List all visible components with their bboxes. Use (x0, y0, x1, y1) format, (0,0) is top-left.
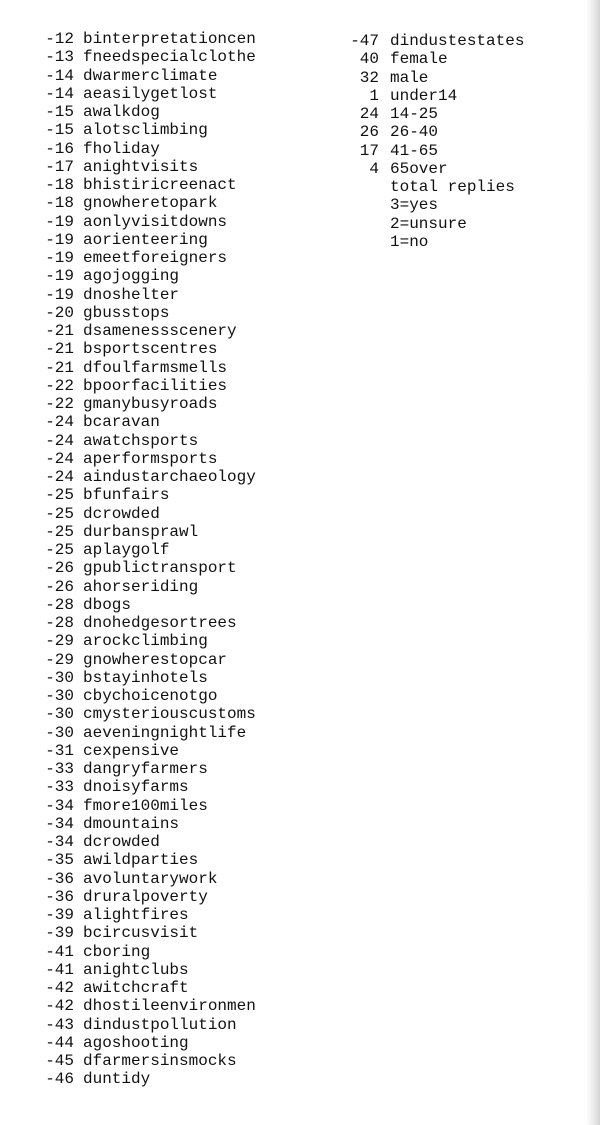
item-label: fmore100miles (83, 796, 208, 815)
list-item (38, 778, 338, 796)
summary-item (343, 105, 583, 123)
list-item (38, 322, 338, 340)
list-item (38, 833, 338, 851)
item-label: 3=yes (390, 196, 439, 215)
item-label: awalkdog (83, 103, 160, 121)
item-value: 1 (369, 86, 379, 105)
list-item (38, 924, 338, 942)
item-value: -22 (45, 376, 74, 395)
item-value: -30 (45, 687, 74, 705)
summary-item (343, 123, 583, 141)
list-item (38, 505, 338, 523)
item-label: dnoshelter (83, 285, 180, 304)
item-label: agoshooting (83, 1033, 189, 1052)
item-value: -16 (45, 139, 74, 158)
item-label: duntidy (83, 1070, 151, 1089)
summary-item (343, 196, 583, 214)
item-label: dmountains (83, 814, 180, 833)
list-item (38, 176, 338, 194)
item-value: -18 (45, 194, 74, 213)
list-item (38, 687, 338, 705)
item-label: bpoorfacilities (83, 376, 228, 395)
list-item (38, 559, 338, 577)
item-value: -24 (45, 449, 74, 468)
item-label: anightclubs (83, 960, 189, 979)
item-label: agojogging (83, 267, 180, 286)
list-item (38, 651, 338, 669)
item-value: -13 (45, 48, 74, 67)
list-item (38, 48, 338, 66)
item-value: -15 (45, 103, 74, 121)
item-label: dcrowded (83, 833, 160, 851)
item-value: -43 (45, 1015, 74, 1034)
list-item (38, 724, 338, 742)
item-value: -33 (45, 778, 74, 797)
list-item (38, 705, 338, 723)
list-item (38, 85, 338, 103)
left-score-list (38, 30, 338, 1089)
list-item (38, 140, 338, 158)
summary-item (343, 233, 583, 251)
item-value: -24 (45, 413, 74, 432)
item-label: arockclimbing (83, 632, 208, 651)
item-value: 40 (359, 50, 379, 69)
item-label: 65over (390, 159, 448, 178)
item-label: gmanybusyroads (83, 395, 218, 413)
list-item (38, 906, 338, 924)
item-label: bhistiricreenact (83, 176, 237, 194)
item-label: ahorseriding (83, 577, 199, 596)
item-value: -30 (45, 668, 74, 687)
item-label: gpublictransport (83, 559, 237, 578)
list-item (38, 760, 338, 778)
item-value: -14 (45, 66, 74, 85)
page-edge-shadow (586, 0, 600, 1125)
list-item (38, 1034, 338, 1052)
item-value: -21 (45, 358, 74, 377)
item-value: -46 (45, 1070, 74, 1089)
item-value: -17 (45, 157, 74, 176)
item-label: dangryfarmers (83, 760, 208, 778)
list-item (38, 468, 338, 486)
item-value: -47 (350, 32, 379, 50)
item-label: awildparties (83, 851, 199, 870)
item-value: -39 (45, 906, 74, 924)
list-item (38, 249, 338, 267)
summary-item (343, 32, 583, 50)
item-label: aorienteering (83, 230, 208, 249)
list-item (38, 1052, 338, 1070)
list-item (38, 121, 338, 139)
item-value: -21 (45, 340, 74, 359)
item-label: 14-25 (390, 105, 439, 123)
item-label: aeveningnightlife (83, 723, 247, 742)
item-label: alotsclimbing (83, 121, 208, 140)
item-value: 17 (359, 141, 379, 160)
list-item (38, 267, 338, 285)
list-item (38, 943, 338, 961)
item-label: cbychoicenotgo (83, 687, 218, 705)
list-item (38, 870, 338, 888)
list-item (38, 432, 338, 450)
item-label: emeetforeigners (83, 249, 228, 267)
list-item (38, 961, 338, 979)
item-value: -18 (45, 176, 74, 194)
summary-item (343, 142, 583, 160)
item-label: gbusstops (83, 303, 170, 322)
summary-item (343, 87, 583, 105)
item-value: -12 (45, 30, 74, 48)
item-value: -22 (45, 395, 74, 413)
item-value: -28 (45, 595, 74, 614)
item-label: cboring (83, 942, 151, 961)
item-value: -19 (45, 267, 74, 286)
item-label: 2=unsure (390, 214, 467, 233)
item-label: bsportscentres (83, 340, 218, 359)
item-value: -29 (45, 632, 74, 651)
item-label: avoluntarywork (83, 869, 218, 888)
list-item (38, 194, 338, 212)
item-value: -42 (45, 979, 74, 997)
item-label: fneedspecialclothe (83, 48, 256, 67)
list-item (38, 413, 338, 431)
item-label: bcaravan (83, 413, 160, 432)
item-label: 26-40 (390, 123, 439, 142)
item-label: aplaygolf (83, 541, 170, 559)
item-value: -25 (45, 486, 74, 505)
summary-item (343, 160, 583, 178)
item-value: -36 (45, 869, 74, 888)
item-label: dsamenessscenery (83, 322, 237, 340)
item-value: -41 (45, 942, 74, 961)
list-item (38, 377, 338, 395)
list-item (38, 578, 338, 596)
list-item (38, 304, 338, 322)
item-value: -26 (45, 577, 74, 596)
item-value: 4 (369, 159, 379, 178)
list-item (38, 1070, 338, 1088)
item-label: awatchsports (83, 431, 199, 450)
item-label: dwarmerclimate (83, 66, 218, 85)
list-item (38, 103, 338, 121)
item-value: -28 (45, 614, 74, 632)
item-label: druralpoverty (83, 887, 208, 906)
list-item (38, 213, 338, 231)
summary-item (343, 178, 583, 196)
item-label: gnowheretopark (83, 194, 218, 213)
item-label: bfunfairs (83, 486, 170, 505)
list-item (38, 340, 338, 358)
item-value: -41 (45, 960, 74, 979)
item-label: cexpensive (83, 741, 180, 760)
list-item (38, 486, 338, 504)
list-item (38, 851, 338, 869)
item-value: -35 (45, 851, 74, 870)
list-item (38, 395, 338, 413)
item-value: -33 (45, 760, 74, 778)
list-item (38, 541, 338, 559)
item-label: fholiday (83, 139, 160, 158)
summary-item (343, 69, 583, 87)
list-item (38, 523, 338, 541)
item-value: -34 (45, 814, 74, 833)
item-label: aeasilygetlost (83, 84, 218, 103)
item-value: -45 (45, 1052, 74, 1070)
item-label: total replies (390, 178, 515, 196)
item-value: 26 (359, 123, 379, 142)
item-value: -42 (45, 997, 74, 1016)
list-item (38, 231, 338, 249)
item-label: 41-65 (390, 141, 439, 160)
list-item (38, 997, 338, 1015)
item-label: dindustpollution (83, 1015, 237, 1034)
list-item (38, 979, 338, 997)
item-value: -20 (45, 303, 74, 322)
item-value: -34 (45, 796, 74, 815)
item-value: -29 (45, 650, 74, 669)
item-value: -30 (45, 723, 74, 742)
list-item (38, 30, 338, 48)
list-item (38, 742, 338, 760)
item-value: -14 (45, 84, 74, 103)
item-value: 32 (359, 68, 379, 87)
item-label: dfoulfarmsmells (83, 358, 228, 377)
item-label: awitchcraft (83, 979, 189, 997)
list-item (38, 67, 338, 85)
list-item (38, 669, 338, 687)
item-value: -19 (45, 249, 74, 267)
list-item (38, 632, 338, 650)
summary-item (343, 215, 583, 233)
item-value: -25 (45, 504, 74, 523)
right-summary-list (343, 32, 583, 251)
item-label: gnowherestopcar (83, 650, 228, 669)
item-label: alightfires (83, 906, 189, 924)
item-label: under14 (390, 86, 458, 105)
item-label: dfarmersinsmocks (83, 1052, 237, 1070)
list-item (38, 158, 338, 176)
list-item (38, 888, 338, 906)
item-value: -15 (45, 121, 74, 140)
list-item (38, 359, 338, 377)
item-value: -44 (45, 1033, 74, 1052)
item-label: bstayinhotels (83, 668, 208, 687)
item-value: -36 (45, 887, 74, 906)
summary-item (343, 50, 583, 68)
item-value: -24 (45, 468, 74, 486)
item-label: dnohedgesortrees (83, 614, 237, 632)
item-value: -19 (45, 230, 74, 249)
list-item (38, 614, 338, 632)
item-value: -19 (45, 212, 74, 231)
item-label: durbansprawl (83, 522, 199, 541)
item-value: -24 (45, 431, 74, 450)
item-label: dindustestates (390, 32, 525, 50)
item-value: -26 (45, 559, 74, 578)
item-label: dbogs (83, 595, 132, 614)
item-value: -30 (45, 705, 74, 724)
item-label: binterpretationcen (83, 30, 256, 48)
item-value: 24 (359, 105, 379, 123)
item-label: anightvisits (83, 157, 199, 176)
list-item (38, 815, 338, 833)
item-label: 1=no (390, 232, 429, 251)
item-label: dnoisyfarms (83, 778, 189, 797)
list-item (38, 286, 338, 304)
item-label: aonlyvisitdowns (83, 212, 228, 231)
item-value: -19 (45, 285, 74, 304)
item-label: female (390, 50, 448, 69)
item-value: -34 (45, 833, 74, 851)
item-label: dhostileenvironmen (83, 997, 256, 1016)
list-item (38, 797, 338, 815)
item-value: -39 (45, 924, 74, 943)
item-value: -31 (45, 741, 74, 760)
item-value: -21 (45, 322, 74, 340)
item-value: -25 (45, 541, 74, 559)
item-label: male (390, 68, 429, 87)
item-value: -25 (45, 522, 74, 541)
item-label: aindustarchaeology (83, 468, 256, 486)
list-item (38, 596, 338, 614)
list-item (38, 450, 338, 468)
item-label: aperformsports (83, 449, 218, 468)
item-label: bcircusvisit (83, 924, 199, 943)
item-label: cmysteriouscustoms (83, 705, 256, 724)
list-item (38, 1016, 338, 1034)
item-label: dcrowded (83, 504, 160, 523)
